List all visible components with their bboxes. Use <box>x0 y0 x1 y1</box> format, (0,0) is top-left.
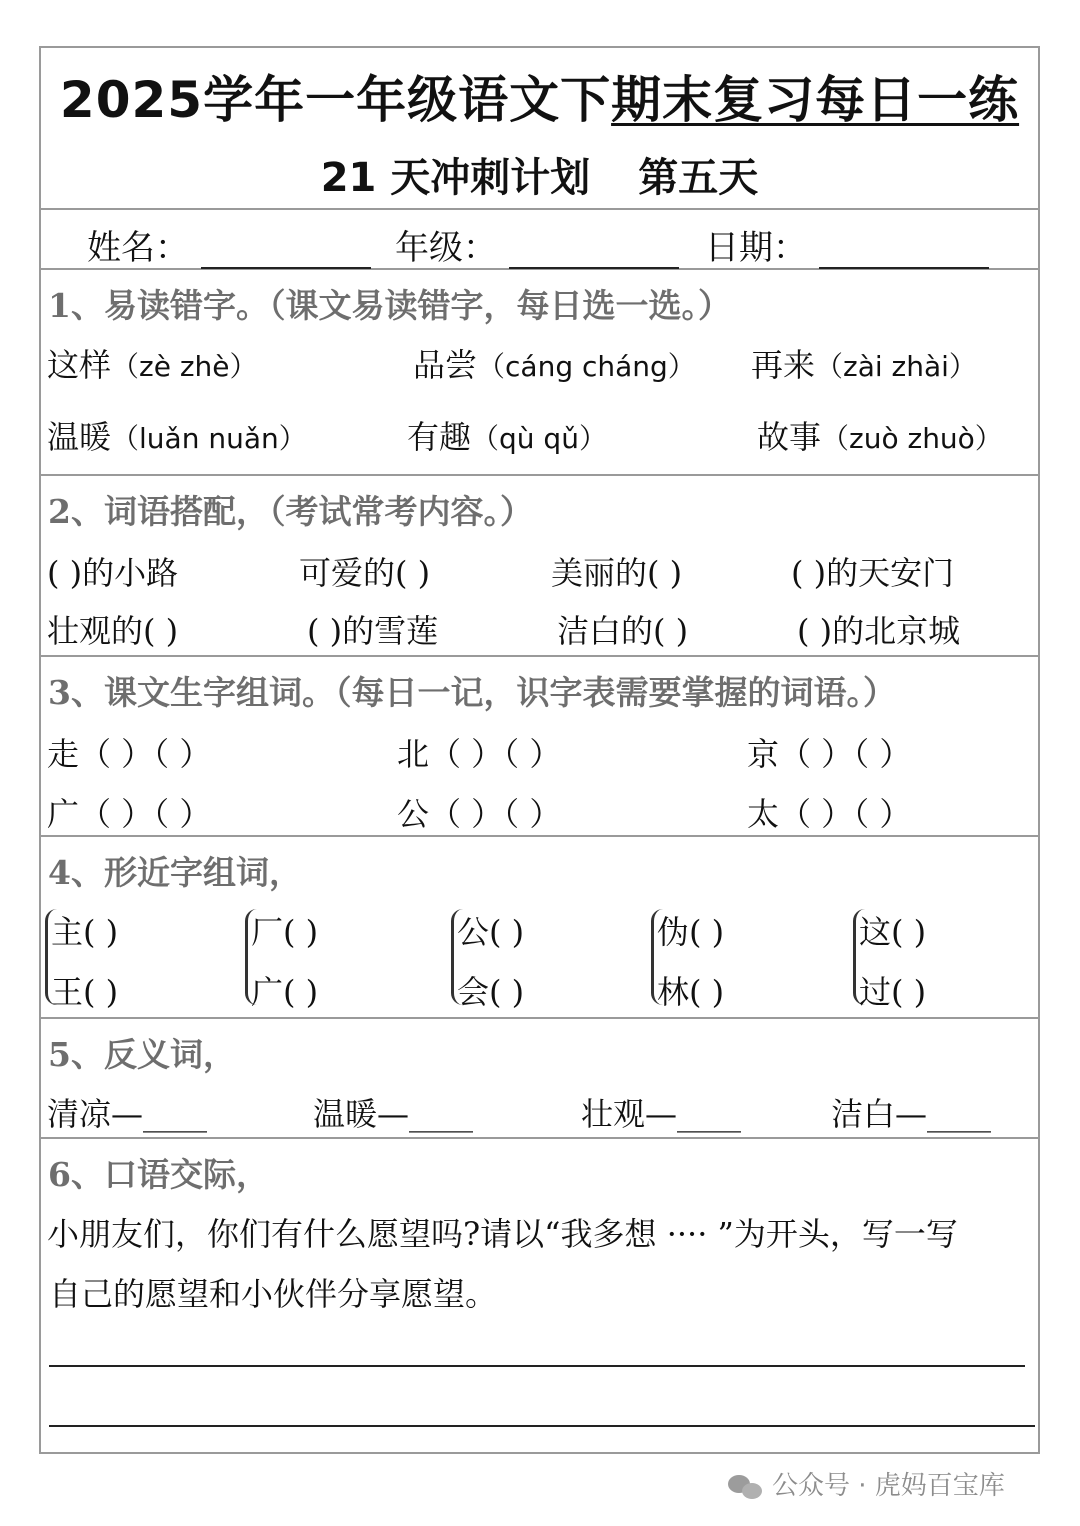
list-item[interactable]: 王( ) <box>51 973 119 1011</box>
section-2-collocation <box>41 476 1038 657</box>
pinyin-choices[interactable]: （zài zhài） <box>815 350 977 383</box>
list-item: 品尝（cáng cháng） <box>413 346 696 384</box>
list-item[interactable]: 这( ) <box>859 913 927 951</box>
grade-blank[interactable] <box>509 231 679 269</box>
section-5-antonyms <box>41 1019 1038 1139</box>
list-item: 这样（zè zhè） <box>47 346 258 384</box>
title-part1: 2025学年一年级语文下 <box>59 71 612 129</box>
list-item[interactable]: 公（ ）（ ） <box>397 795 562 833</box>
prompt-line-2: 自己的愿望和小伙伴分享愿望。 <box>49 1275 498 1313</box>
list-item[interactable]: ( )的雪莲 <box>307 612 439 650</box>
list-item[interactable]: 美丽的( ) <box>551 554 683 592</box>
student-info <box>41 210 1038 270</box>
section-4-heading: 4、形近字组词， <box>48 853 302 892</box>
name-blank[interactable] <box>201 231 371 269</box>
section-4-similar-chars <box>41 837 1038 1019</box>
section-1-pinyin <box>41 270 1038 476</box>
list-item[interactable]: ( )的北京城 <box>797 612 961 650</box>
footer-watermark <box>728 1465 1005 1502</box>
pinyin-choices[interactable]: （zè zhè） <box>111 350 258 383</box>
pinyin-choices[interactable]: （qù qǔ） <box>471 422 607 455</box>
list-item[interactable]: 林( ) <box>657 973 725 1011</box>
grade-label: 年级： <box>395 228 497 268</box>
date-field <box>705 220 989 269</box>
list-item[interactable]: 京（ ）（ ） <box>747 735 912 773</box>
title-section <box>41 48 1038 210</box>
list-item[interactable]: 公( ) <box>457 913 525 951</box>
list-item[interactable]: ( )的小路 <box>47 554 179 592</box>
list-item[interactable]: 主( ) <box>51 913 119 951</box>
list-item[interactable]: 会( ) <box>457 973 525 1011</box>
pinyin-choices[interactable]: （cáng cháng） <box>477 350 696 383</box>
answer-line-1[interactable] <box>49 1365 1025 1367</box>
list-item: 故事（zuò zhuò） <box>757 418 1003 456</box>
list-item[interactable]: 北（ ）（ ） <box>397 735 562 773</box>
list-item[interactable]: ( )的天安门 <box>791 554 955 592</box>
list-item[interactable]: 走（ ）（ ） <box>47 735 212 773</box>
prompt-line-1: 小朋友们，你们有什么愿望吗?请以“我多想 ···· ”为开头，写一写 <box>47 1215 958 1253</box>
wechat-icon <box>728 1473 764 1501</box>
pinyin-choices[interactable]: （zuò zhuò） <box>821 422 1003 455</box>
list-item[interactable]: 洁白—____ <box>831 1095 992 1133</box>
date-label: 日期： <box>705 228 807 268</box>
answer-line-2[interactable] <box>49 1425 1035 1427</box>
pinyin-choices[interactable]: （luǎn nuǎn） <box>111 422 307 455</box>
page-title <box>41 60 1038 132</box>
date-blank[interactable] <box>819 231 989 269</box>
worksheet <box>39 46 1040 1454</box>
list-item[interactable]: 洁白的( ) <box>557 612 689 650</box>
name-label: 姓名： <box>87 228 189 268</box>
grade-field <box>395 220 679 269</box>
list-item[interactable]: 太（ ）（ ） <box>747 795 912 833</box>
list-item[interactable]: 壮观—____ <box>581 1095 742 1133</box>
list-item[interactable]: 可爱的( ) <box>299 554 431 592</box>
section-3-word-formation <box>41 657 1038 837</box>
list-item[interactable]: 广( ) <box>251 973 319 1011</box>
section-2-heading: 2、词语搭配，（考试常考内容。） <box>48 492 533 531</box>
name-field <box>87 220 371 269</box>
list-item[interactable]: 壮观的( ) <box>47 612 179 650</box>
footer-text: 公众号 · 虎妈百宝库 <box>772 1471 1005 1501</box>
section-6-heading: 6、口语交际， <box>48 1155 269 1194</box>
list-item[interactable]: 广（ ）（ ） <box>47 795 212 833</box>
section-5-heading: 5、反义词， <box>48 1035 236 1074</box>
list-item: 温暖（luǎn nuǎn） <box>47 418 307 456</box>
list-item[interactable]: 伪( ) <box>657 913 725 951</box>
list-item[interactable]: 厂( ) <box>251 913 319 951</box>
list-item: 有趣（qù qǔ） <box>407 418 607 456</box>
list-item[interactable]: 清凉—____ <box>47 1095 208 1133</box>
section-1-heading: 1、易读错字。（课文易读错字，每日选一选。） <box>48 286 731 325</box>
list-item: 再来（zài zhài） <box>751 346 977 384</box>
list-item[interactable]: 过( ) <box>859 973 927 1011</box>
subtitle-day: 第五天 <box>638 155 759 201</box>
subtitle-plan: 21 天冲刺计划 <box>320 155 591 201</box>
title-part2: 期末复习每日一练 <box>611 71 1020 129</box>
list-item[interactable]: 温暖—____ <box>313 1095 474 1133</box>
section-3-heading: 3、课文生字组词。（每日一记，识字表需要掌握的词语。） <box>48 673 896 712</box>
section-6-oral <box>41 1139 1038 1452</box>
page-subtitle <box>41 146 1038 203</box>
